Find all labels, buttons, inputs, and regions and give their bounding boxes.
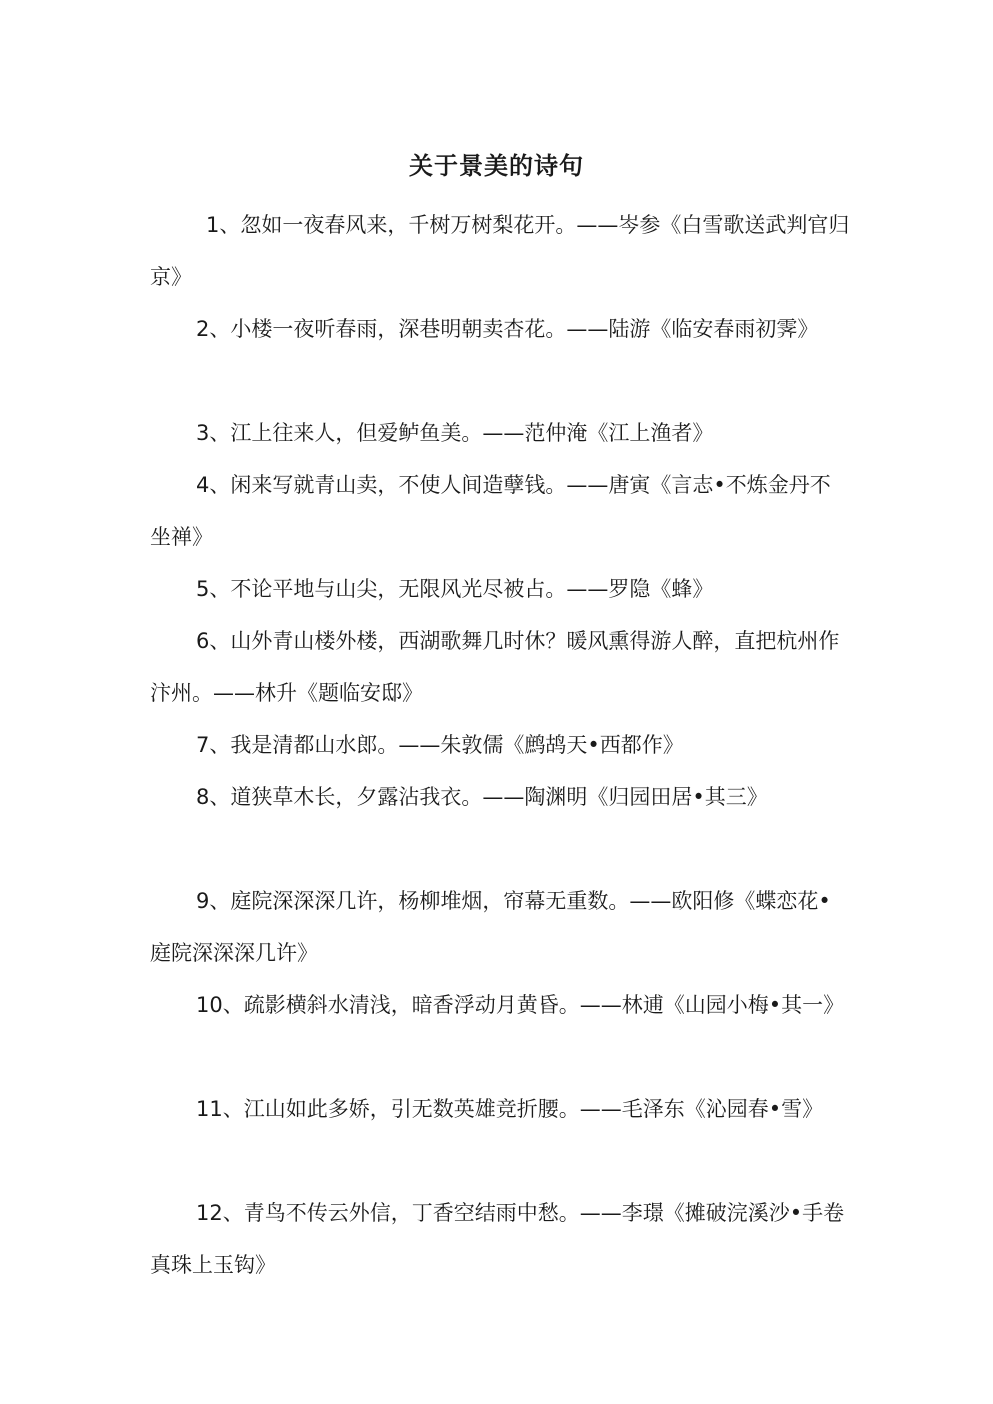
poem-line-12: 12、青鸟不传云外信，丁香空结雨中愁。——李璟《摊破浣溪沙•手卷真珠上玉钩》 [150, 1201, 845, 1277]
poem-line-3: 3、江上往来人，但爱鲈鱼美。——范仲淹《江上渔者》 [196, 421, 714, 445]
poem-line-9: 9、庭院深深深几许，杨柳堆烟，帘幕无重数。——欧阳修《蝶恋花•庭院深深深几许》 [150, 889, 831, 965]
poem-line-10: 10、疏影横斜水清浅，暗香浮动月黄昏。——林逋《山园小梅•其一》 [196, 993, 845, 1017]
poem-line-8: 8、道狭草木长，夕露沾我衣。——陶渊明《归园田居•其三》 [196, 785, 768, 809]
poem-line-1: 1、忽如一夜春风来，千树万树梨花开。——岑参《白雪歌送武判官归京》 [150, 213, 850, 289]
poem-line-5: 5、不论平地与山尖，无限风光尽被占。——罗隐《蜂》 [196, 577, 714, 601]
poem-line-7: 7、我是清都山水郎。——朱敦儒《鹧鸪天•西都作》 [196, 733, 684, 757]
poem-line-4: 4、闲来写就青山卖，不使人间造孽钱。——唐寅《言志•不炼金丹不坐禅》 [150, 473, 831, 549]
poem-line-11: 11、江山如此多娇，引无数英雄竞折腰。——毛泽东《沁园春•雪》 [196, 1097, 824, 1121]
poem-line-6: 6、山外青山楼外楼，西湖歌舞几时休？暖风熏得游人醉，直把杭州作汴州。——林升《题临安邸》 [150, 629, 840, 705]
document-title: 关于景美的诗句 [409, 152, 584, 180]
poem-line-2: 2、小楼一夜听春雨，深巷明朝卖杏花。——陆游《临安春雨初霁》 [196, 317, 819, 341]
